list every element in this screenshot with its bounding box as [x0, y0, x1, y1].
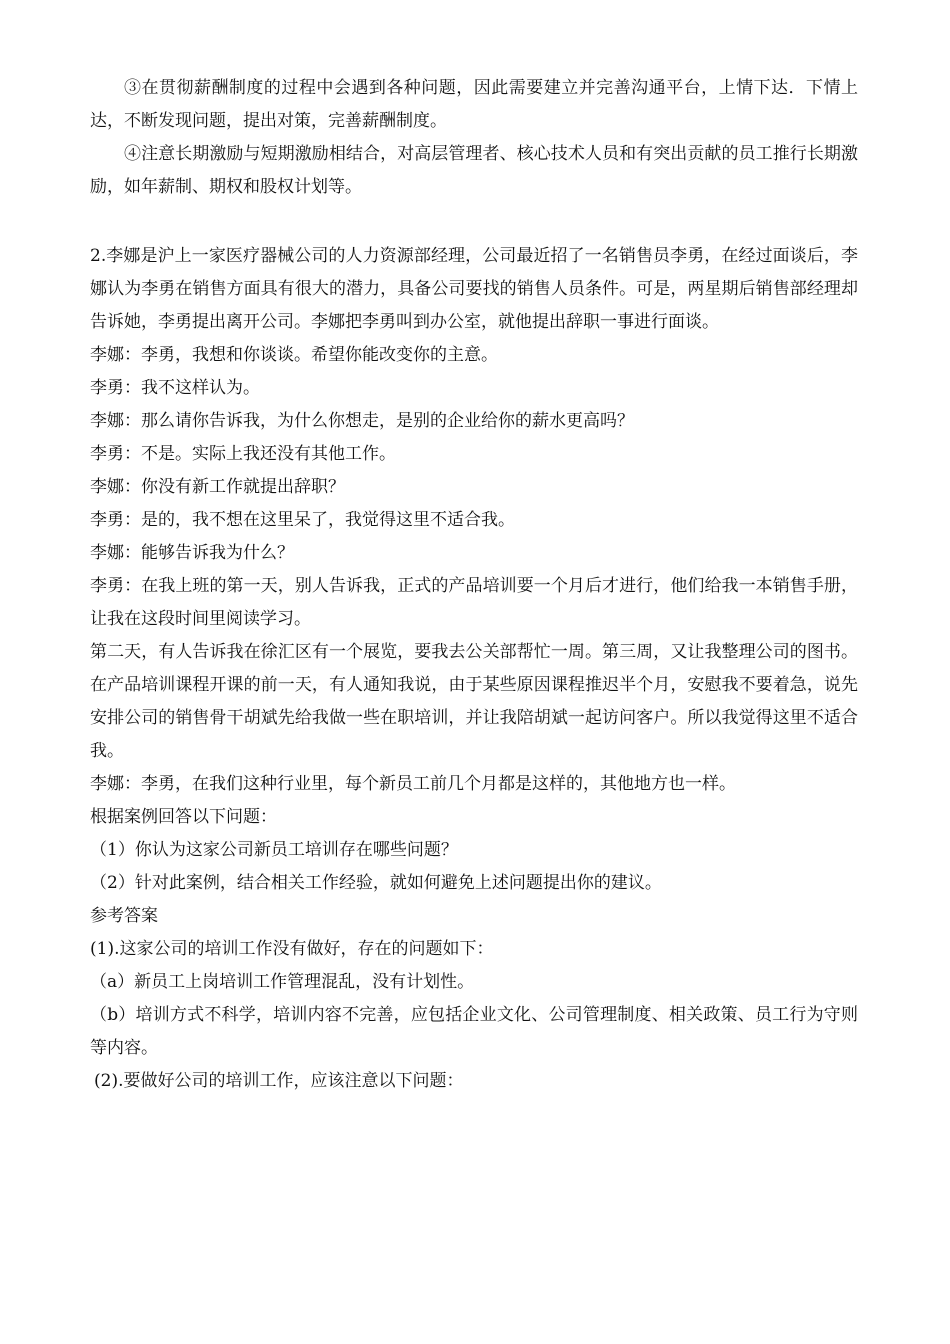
paragraph-salary-point-4: ④注意长期激励与短期激励相结合，对高层管理者、核心技术人员和有突出贡献的员工推行长期激励，如年薪制、期权和股权计划等。: [90, 144, 858, 197]
questions-heading: 根据案例回答以下问题：: [90, 807, 277, 827]
case-intro: 2.李娜是沪上一家医疗器械公司的人力资源部经理，公司最近招了一名销售员李勇，在经过面谈后，李娜认为李勇在销售方面具有很大的潜力，具备公司要找的销售人员条件。可是，两星期后销售部经理却告诉她，李勇提出离开公司。李娜把李勇叫到办公室，就他提出辞职一事进行面谈。: [90, 246, 858, 332]
dialogue-line: 李娜：你没有新工作就提出辞职？: [90, 477, 345, 497]
dialogue-line: 李娜：能够告诉我为什么？: [90, 543, 294, 563]
dialogue-line: 第二天，有人告诉我在徐汇区有一个展览，要我去公关部帮忙一周。第三周，又让我整理公司的图书。在产品培训课程开课的前一天，有人通知我说，由于某些原因课程推迟半个月，安慰我不要着急，说先安排公司的销售骨干胡斌先给我做一些在职培训，并让我陪胡斌一起访问客户。所以我觉得这里不适合我。: [90, 642, 858, 761]
answer-part1-heading: (1).这家公司的培训工作没有做好，存在的问题如下：: [90, 939, 494, 959]
answer-part1-item: （a）新员工上岗培训工作管理混乱，没有计划性。: [90, 972, 475, 992]
paragraph-salary-point-3: ③在贯彻薪酬制度的过程中会遇到各种问题，因此需要建立并完善沟通平台，上情下达．下情上达，不断发现问题，提出对策，完善薪酬制度。: [90, 78, 858, 131]
dialogue-line: 李勇：不是。实际上我还没有其他工作。: [90, 444, 396, 464]
dialogue-line: 李娜：那么请你告诉我，为什么你想走，是别的企业给你的薪水更高吗？: [90, 411, 634, 431]
question-item: （2）针对此案例，结合相关工作经验，就如何避免上述问题提出你的建议。: [90, 873, 662, 893]
paragraph-gap: [90, 204, 858, 240]
dialogue-line: 李勇：我不这样认为。: [90, 378, 260, 398]
dialogue-line: 李娜：李勇，在我们这种行业里，每个新员工前几个月都是这样的，其他地方也一样。: [90, 774, 736, 794]
answer-part1-item: （b）培训方式不科学，培训内容不完善，应包括企业文化、公司管理制度、相关政策、员工行为守则等内容。: [90, 1005, 858, 1058]
question-item: （1）你认为这家公司新员工培训存在哪些问题？: [90, 840, 458, 860]
answer-heading: 参考答案: [90, 906, 158, 926]
dialogue-line: 李勇：在我上班的第一天，别人告诉我，正式的产品培训要一个月后才进行，他们给我一本销售手册，让我在这段时间里阅读学习。: [90, 576, 858, 629]
dialogue-line: 李娜：李勇，我想和你谈谈。希望你能改变你的主意。: [90, 345, 498, 365]
answer-part2-heading: (2).要做好公司的培训工作，应该注意以下问题：: [94, 1071, 464, 1091]
dialogue-line: 李勇：是的，我不想在这里呆了，我觉得这里不适合我。: [90, 510, 515, 530]
